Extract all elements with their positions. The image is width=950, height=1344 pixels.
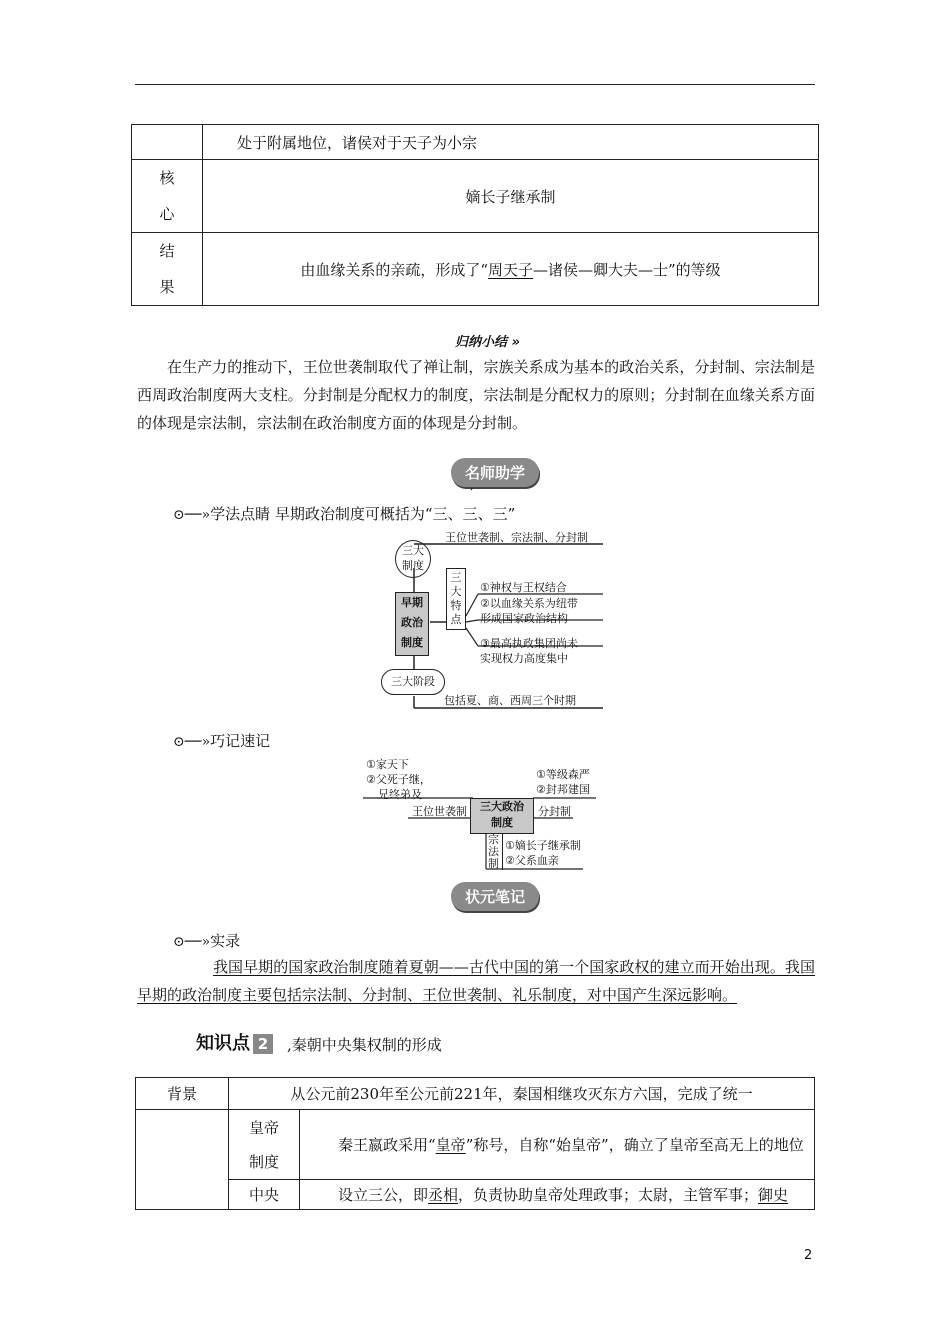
mindmap-ring-stages: 三大阶段	[381, 669, 445, 695]
mindmap-text: ③最高执政集团尚未 实现权力高度集中	[480, 637, 578, 665]
mindmap-center: 早期 政治 制度	[395, 592, 429, 656]
mindmap-center: 三大政治 制度	[470, 798, 534, 834]
table-cell: 秦王嬴政采用“皇帝”称号，自称“始皇帝”，确立了皇帝至高无上的地位	[300, 1110, 815, 1180]
mindmap-text: ①嫡长子继承制 ②父系血亲	[505, 839, 581, 867]
mindmap-text: 包括夏、商、西周三个时期	[444, 694, 576, 707]
mindmap-text: 分封制	[538, 805, 571, 818]
knowledge-title: ,秦朝中央集权制的形成	[287, 1036, 442, 1054]
section-heading: ⊙──»学法点睛 早期政治制度可概括为“三、三、三”	[173, 505, 516, 523]
mindmap-text: 王位世袭制	[412, 805, 467, 818]
stray-comma: ,	[470, 478, 474, 492]
mindmap-memory	[358, 754, 608, 872]
row-label: 结 果	[132, 233, 203, 306]
mindmap-features-box: 三 大 特 点	[446, 568, 466, 630]
table-cell: 嫡长子继承制	[203, 160, 819, 233]
section-badge: 名师助学	[451, 458, 539, 487]
summary-paragraph: 在生产力的推动下，王位世袭制取代了禅让制，宗族关系成为基本的政治关系，分封制、宗法制是西周政治制度两大支柱。分封制是分配权力的制度，宗法制是分配权力的原则；分封制在血缘关系方面的体现是宗法制，宗法制在政治制度方面的体现是分封制。	[137, 358, 815, 432]
bullet-icon: ⊙──»	[173, 934, 211, 950]
summary-title: 归纳小结 »	[455, 335, 520, 350]
mindmap-early-politics	[378, 526, 608, 712]
mindmap-text: ①家天下 ②父死子继， 兄终弟及	[366, 758, 431, 801]
table-cell: 由血缘关系的亲疏，形成了“周天子—诸侯—卿大夫—士”的等级	[203, 233, 819, 306]
row-label: 核 心	[132, 160, 203, 233]
table-cell: 从公元前230年至公元前221年，秦国相继攻灭东方六国，完成了统一	[229, 1078, 815, 1110]
table-cell: 设立三公，即丞相，负责协助皇帝处理政事；太尉，主管军事；御史	[300, 1180, 815, 1210]
section-heading: ⊙──»实录	[173, 932, 241, 950]
mindmap-text: 王位世袭制、宗法制、分封制	[445, 531, 588, 544]
row-label: 中央	[229, 1180, 300, 1210]
row-label: 背景	[136, 1078, 229, 1110]
mindmap-text: ①神权与王权结合	[480, 581, 567, 594]
row-label: 皇帝 制度	[229, 1110, 300, 1180]
record-paragraph: 我国早期的国家政治制度随着夏朝——古代中国的第一个国家政权的建立而开始出现。我国早期的政治制度主要包括宗法制、分封制、王位世袭制、礼乐制度，对中国产生深远影响。	[137, 958, 815, 1004]
zongfa-table	[131, 124, 819, 306]
mindmap-text: ②以血缘关系为纽带 形成国家政治结构	[480, 597, 578, 625]
knowledge-label: 知识点 2	[196, 1029, 273, 1055]
header-rule	[135, 84, 815, 85]
section-heading: ⊙──»巧记速记	[173, 732, 271, 750]
qin-table	[135, 1077, 815, 1210]
mindmap-text: ①等级森严 ②封邦建国	[536, 768, 590, 796]
mindmap-ring-systems: 三大 制度	[395, 540, 431, 578]
section-badge: 状元笔记	[451, 882, 539, 911]
mindmap-zongfa-label: 宗 法 制	[488, 834, 503, 870]
page-number: 2	[804, 1248, 813, 1263]
empty-cell	[132, 125, 203, 160]
knowledge-number-badge: 2	[253, 1034, 273, 1054]
bullet-icon: ⊙──»	[173, 507, 211, 523]
table-cell: 处于附属地位，诸侯对于天子为小宗	[203, 125, 819, 160]
empty-cell	[136, 1110, 229, 1210]
bullet-icon: ⊙──»	[173, 734, 211, 750]
